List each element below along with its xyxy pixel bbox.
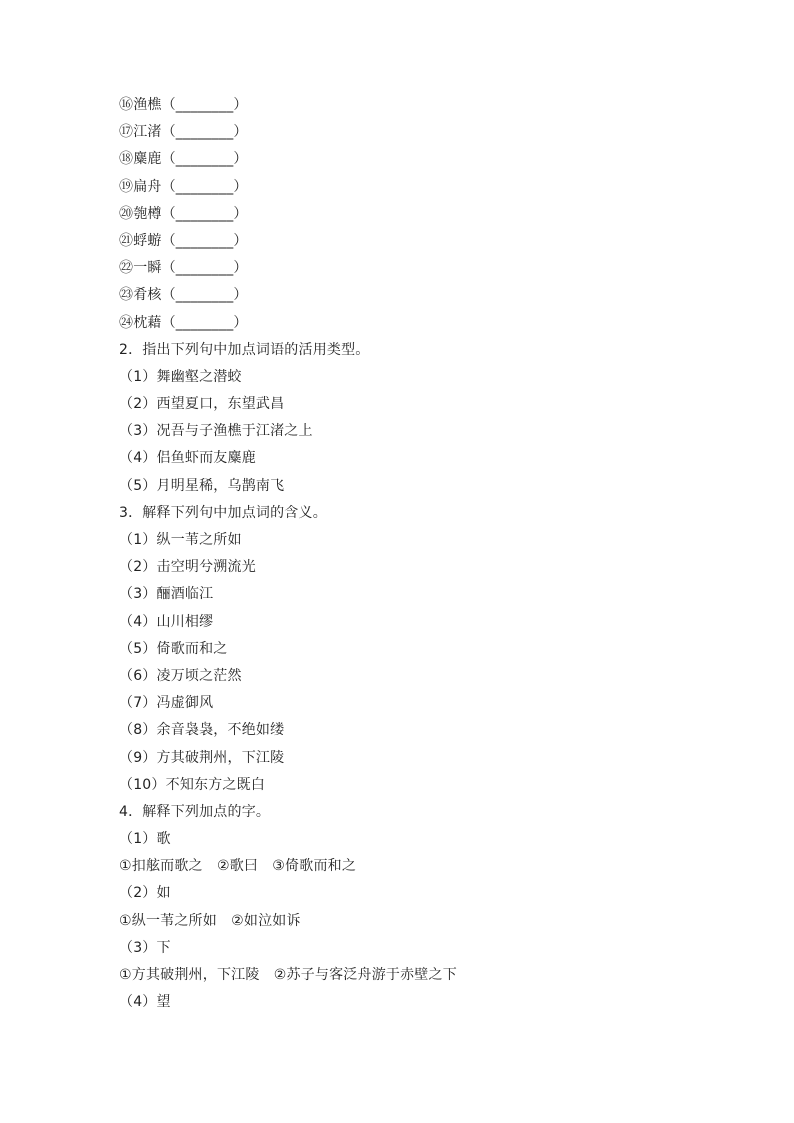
question-2-title: 2．指出下列句中加点词语的活用类型。 [119,341,370,358]
question-3-item-1: （1）纵一苇之所如 [119,532,242,548]
question-2-item-1: （1）舞幽壑之潜蛟 [119,368,242,385]
vocab-item-24: ㉔枕藉（________） [119,314,248,331]
question-4-options-ru: ①纵一苇之所如 ②如泣如诉 [119,912,301,929]
question-3-title: 3．解释下列句中加点词的含义。 [119,504,327,521]
vocab-item-17: ⑰江渚（________） [119,124,248,141]
question-3-item-9: （9）方其破荆州，下江陵 [119,749,285,766]
vocab-item-19: ⑲扁舟（________） [119,178,248,195]
vocab-item-20: ⑳匏樽（________） [119,205,248,222]
question-2-item-5: （5）月明星稀，乌鹊南飞 [119,477,285,494]
question-3-item-8: （8）余音袅袅，不绝如缕 [119,722,285,739]
question-4-subheading-wang: （4）望 [119,994,171,1011]
question-3-item-2: （2）击空明兮溯流光 [119,559,256,576]
vocab-item-22: ㉒一瞬（________） [119,260,248,277]
vocab-item-23: ㉓肴核（________） [119,287,248,304]
vocab-item-16: ⑯渔樵（________） [119,97,248,113]
question-4-title: 4．解释下列加点的字。 [119,803,271,820]
document-content [119,92,679,1016]
vocab-item-21: ㉑蜉蝣（________） [119,232,248,249]
question-3-item-7: （7）冯虚御风 [119,695,214,712]
question-3-item-6: （6）凌万顷之茫然 [119,667,242,684]
question-3-item-3: （3）酾酒临江 [119,586,214,603]
question-4-options-xia: ①方其破荆州，下江陵 ②苏子与客泛舟游于赤壁之下 [119,967,457,983]
question-3-item-10: （10）不知东方之既白 [119,776,266,793]
question-3-item-4: （4）山川相缪 [119,613,214,630]
question-3-item-5: （5）倚歌而和之 [119,640,228,657]
vocab-item-18: ⑱麋鹿（________） [119,151,248,168]
question-2-item-2: （2）西望夏口，东望武昌 [119,396,285,413]
question-4-subheading-ge: （1）歌 [119,831,171,848]
question-2-item-4: （4）侣鱼虾而友麋鹿 [119,450,256,467]
question-4-subheading-ru: （2）如 [119,885,171,902]
question-2-item-3: （3）况吾与子渔樵于江渚之上 [119,423,313,440]
question-4-options-ge: ①扣舷而歌之 ②歌曰 ③倚歌而和之 [119,858,357,875]
question-4-subheading-xia: （3）下 [119,939,171,956]
